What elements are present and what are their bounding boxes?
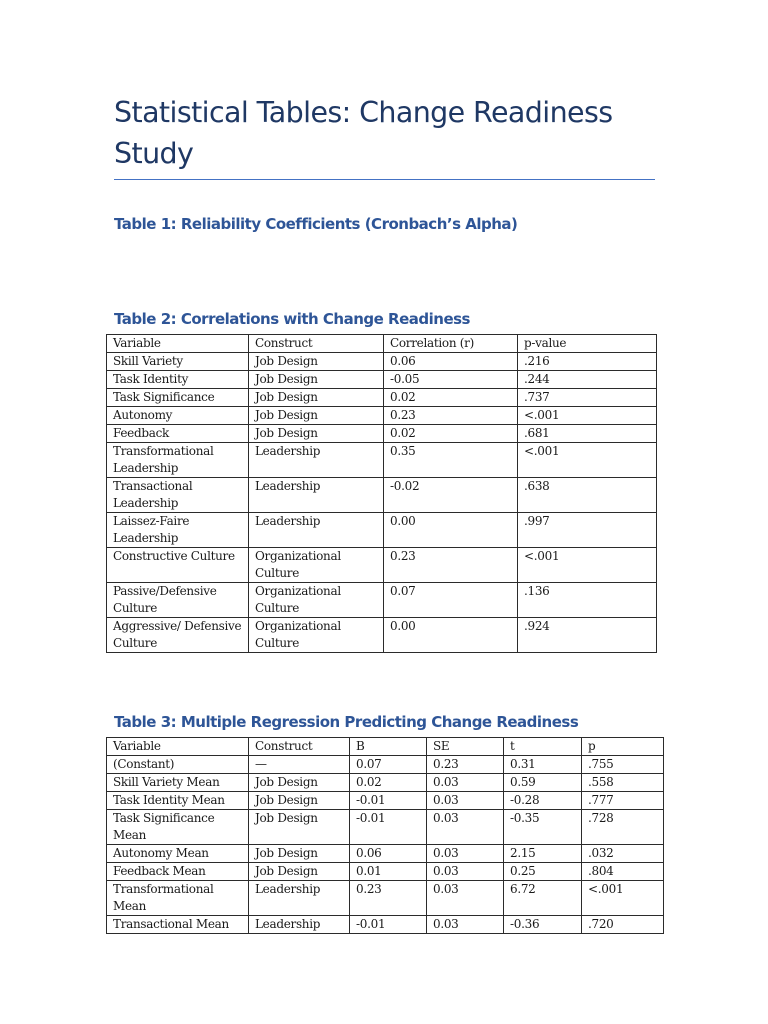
- construct-cell: Leadership: [249, 881, 350, 916]
- p-cell: .032: [582, 845, 664, 863]
- correlation-cell: 0.06: [384, 353, 518, 371]
- se-cell: 0.23: [427, 756, 504, 774]
- p-cell: .755: [582, 756, 664, 774]
- p-value-cell: .244: [518, 371, 657, 389]
- p-value-cell: .681: [518, 425, 657, 443]
- b-cell: -0.01: [350, 810, 427, 845]
- construct-cell: Job Design: [249, 353, 384, 371]
- header-cell: t: [504, 738, 582, 756]
- construct-cell: Organizational Culture: [249, 583, 384, 618]
- table-row: [107, 443, 657, 478]
- b-cell: 0.01: [350, 863, 427, 881]
- b-cell: 0.07: [350, 756, 427, 774]
- header-cell: Construct: [249, 335, 384, 353]
- document-title: Statistical Tables: Change Readiness Study: [114, 96, 613, 170]
- construct-cell: —: [249, 756, 350, 774]
- variable-cell: Laissez-Faire Leadership: [107, 513, 249, 548]
- table-row: [107, 881, 664, 916]
- variable-cell: Passive/Defensive Culture: [107, 583, 249, 618]
- b-cell: 0.23: [350, 881, 427, 916]
- variable-cell: Task Identity: [107, 371, 249, 389]
- variable-cell: Skill Variety Mean: [107, 774, 249, 792]
- header-cell: Construct: [249, 738, 350, 756]
- variable-cell: Feedback Mean: [107, 863, 249, 881]
- table-row: [107, 478, 657, 513]
- table-row: [107, 548, 657, 583]
- table-header-row: [107, 738, 664, 756]
- variable-cell: Constructive Culture: [107, 548, 249, 583]
- correlation-cell: 0.02: [384, 389, 518, 407]
- construct-cell: Job Design: [249, 371, 384, 389]
- correlation-cell: -0.02: [384, 478, 518, 513]
- p-cell: .777: [582, 792, 664, 810]
- se-cell: 0.03: [427, 863, 504, 881]
- b-cell: 0.06: [350, 845, 427, 863]
- correlation-cell: 0.02: [384, 425, 518, 443]
- correlation-cell: 0.23: [384, 548, 518, 583]
- variable-cell: Transactional Leadership: [107, 478, 249, 513]
- construct-cell: Organizational Culture: [249, 548, 384, 583]
- variable-cell: Task Significance Mean: [107, 810, 249, 845]
- table-row: [107, 513, 657, 548]
- table-row: [107, 353, 657, 371]
- se-cell: 0.03: [427, 792, 504, 810]
- p-value-cell: .638: [518, 478, 657, 513]
- se-cell: 0.03: [427, 916, 504, 934]
- header-cell: Variable: [107, 738, 249, 756]
- table3-heading: Table 3: Multiple Regression Predicting Change Readiness: [114, 713, 579, 731]
- p-value-cell: .136: [518, 583, 657, 618]
- table-row: [107, 792, 664, 810]
- b-cell: -0.01: [350, 792, 427, 810]
- variable-cell: Skill Variety: [107, 353, 249, 371]
- construct-cell: Job Design: [249, 863, 350, 881]
- variable-cell: Transformational Mean: [107, 881, 249, 916]
- header-cell: Correlation (r): [384, 335, 518, 353]
- construct-cell: Organizational Culture: [249, 618, 384, 653]
- se-cell: 0.03: [427, 881, 504, 916]
- p-cell: .804: [582, 863, 664, 881]
- variable-cell: Aggressive/ Defensive Culture: [107, 618, 249, 653]
- variable-cell: Transformational Leadership: [107, 443, 249, 478]
- table-row: [107, 863, 664, 881]
- construct-cell: Leadership: [249, 513, 384, 548]
- correlations-table: [106, 334, 657, 653]
- variable-cell: Autonomy Mean: [107, 845, 249, 863]
- p-value-cell: .924: [518, 618, 657, 653]
- title-underline-rule: [114, 179, 655, 180]
- table-row: [107, 756, 664, 774]
- table1-heading: Table 1: Reliability Coefficients (Cronbach’s Alpha): [114, 215, 518, 233]
- construct-cell: Job Design: [249, 425, 384, 443]
- construct-cell: Leadership: [249, 443, 384, 478]
- construct-cell: Job Design: [249, 845, 350, 863]
- p-value-cell: <.001: [518, 443, 657, 478]
- correlation-cell: 0.00: [384, 618, 518, 653]
- table-row: [107, 774, 664, 792]
- t-cell: -0.36: [504, 916, 582, 934]
- table-row: [107, 916, 664, 934]
- correlation-cell: 0.07: [384, 583, 518, 618]
- regression-table: [106, 737, 664, 934]
- t-cell: 0.59: [504, 774, 582, 792]
- table-row: [107, 810, 664, 845]
- header-cell: Variable: [107, 335, 249, 353]
- correlation-cell: 0.00: [384, 513, 518, 548]
- correlation-cell: 0.35: [384, 443, 518, 478]
- p-value-cell: .216: [518, 353, 657, 371]
- p-cell: <.001: [582, 881, 664, 916]
- t-cell: 2.15: [504, 845, 582, 863]
- table-header-row: [107, 335, 657, 353]
- p-cell: .558: [582, 774, 664, 792]
- variable-cell: Task Significance: [107, 389, 249, 407]
- header-cell: B: [350, 738, 427, 756]
- header-cell: p: [582, 738, 664, 756]
- table2-heading: Table 2: Correlations with Change Readiness: [114, 310, 470, 328]
- p-value-cell: <.001: [518, 548, 657, 583]
- t-cell: 0.31: [504, 756, 582, 774]
- variable-cell: Feedback: [107, 425, 249, 443]
- header-cell: p-value: [518, 335, 657, 353]
- se-cell: 0.03: [427, 845, 504, 863]
- p-cell: .720: [582, 916, 664, 934]
- header-cell: SE: [427, 738, 504, 756]
- t-cell: 0.25: [504, 863, 582, 881]
- table-row: [107, 407, 657, 425]
- table-row: [107, 371, 657, 389]
- variable-cell: Transactional Mean: [107, 916, 249, 934]
- t-cell: -0.28: [504, 792, 582, 810]
- se-cell: 0.03: [427, 810, 504, 845]
- correlation-cell: -0.05: [384, 371, 518, 389]
- variable-cell: Autonomy: [107, 407, 249, 425]
- p-value-cell: <.001: [518, 407, 657, 425]
- t-cell: -0.35: [504, 810, 582, 845]
- t-cell: 6.72: [504, 881, 582, 916]
- construct-cell: Job Design: [249, 407, 384, 425]
- table-row: [107, 583, 657, 618]
- se-cell: 0.03: [427, 774, 504, 792]
- p-value-cell: .997: [518, 513, 657, 548]
- b-cell: 0.02: [350, 774, 427, 792]
- construct-cell: Job Design: [249, 389, 384, 407]
- construct-cell: Leadership: [249, 478, 384, 513]
- construct-cell: Job Design: [249, 774, 350, 792]
- variable-cell: (Constant): [107, 756, 249, 774]
- table-row: [107, 425, 657, 443]
- construct-cell: Job Design: [249, 792, 350, 810]
- b-cell: -0.01: [350, 916, 427, 934]
- construct-cell: Job Design: [249, 810, 350, 845]
- table-row: [107, 845, 664, 863]
- table-row: [107, 389, 657, 407]
- p-value-cell: .737: [518, 389, 657, 407]
- correlation-cell: 0.23: [384, 407, 518, 425]
- p-cell: .728: [582, 810, 664, 845]
- construct-cell: Leadership: [249, 916, 350, 934]
- table-row: [107, 618, 657, 653]
- variable-cell: Task Identity Mean: [107, 792, 249, 810]
